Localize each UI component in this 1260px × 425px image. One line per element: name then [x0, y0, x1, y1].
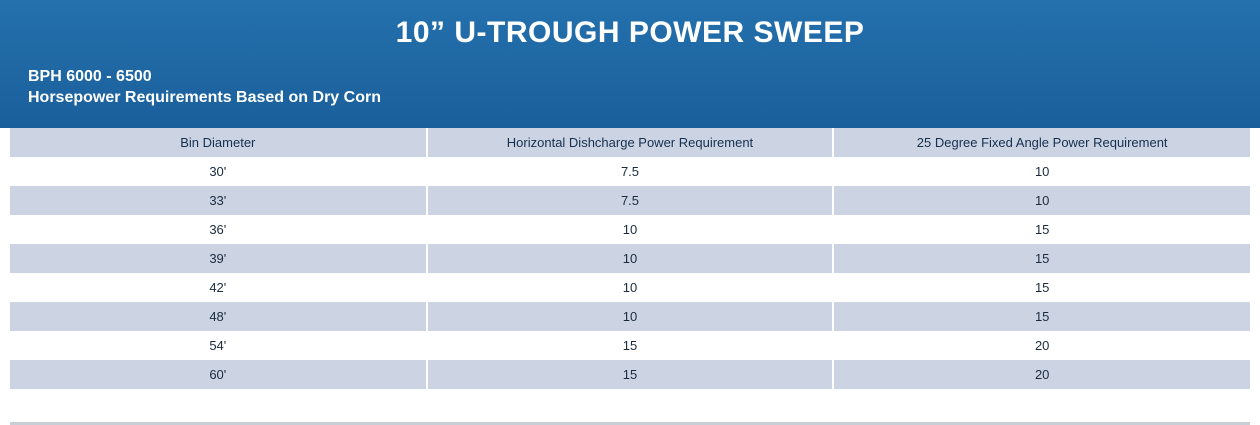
table-header [10, 128, 1250, 157]
cell-fixed-angle: 10 [833, 186, 1250, 215]
cell-horizontal-discharge: 15 [427, 331, 834, 360]
cell-bin-diameter: 60' [10, 360, 427, 389]
table-row [10, 186, 1250, 215]
table-row [10, 273, 1250, 302]
power-requirement-table [10, 128, 1250, 389]
table-row [10, 157, 1250, 186]
column-header-horizontal-discharge: Horizontal Dishcharge Power Requirement [427, 128, 834, 157]
cell-horizontal-discharge: 10 [427, 215, 834, 244]
cell-horizontal-discharge: 10 [427, 244, 834, 273]
table-container [0, 128, 1260, 422]
table-row [10, 360, 1250, 389]
cell-fixed-angle: 15 [833, 273, 1250, 302]
cell-bin-diameter: 54' [10, 331, 427, 360]
page-title: 10” U-TROUGH POWER SWEEP [395, 16, 865, 49]
cell-bin-diameter: 39' [10, 244, 427, 273]
cell-fixed-angle: 15 [833, 244, 1250, 273]
table-row [10, 331, 1250, 360]
table-row [10, 215, 1250, 244]
table-row [10, 244, 1250, 273]
card-header [0, 0, 1260, 128]
column-header-bin-diameter: Bin Diameter [10, 128, 427, 157]
cell-horizontal-discharge: 10 [427, 302, 834, 331]
cell-bin-diameter: 30' [10, 157, 427, 186]
table-header-row [10, 128, 1250, 157]
cell-fixed-angle: 10 [833, 157, 1250, 186]
header-subtitle-model: BPH 6000 - 6500 [28, 68, 152, 85]
cell-fixed-angle: 15 [833, 302, 1250, 331]
cell-horizontal-discharge: 10 [427, 273, 834, 302]
cell-horizontal-discharge: 15 [427, 360, 834, 389]
cell-bin-diameter: 48' [10, 302, 427, 331]
table-body [10, 157, 1250, 389]
cell-horizontal-discharge: 7.5 [427, 157, 834, 186]
cell-bin-diameter: 42' [10, 273, 427, 302]
cell-fixed-angle: 20 [833, 331, 1250, 360]
cell-bin-diameter: 33' [10, 186, 427, 215]
header-subtitle-description: Horsepower Requirements Based on Dry Corn [28, 89, 381, 106]
cell-fixed-angle: 15 [833, 215, 1250, 244]
cell-bin-diameter: 36' [10, 215, 427, 244]
cell-fixed-angle: 20 [833, 360, 1250, 389]
table-row [10, 302, 1250, 331]
cell-horizontal-discharge: 7.5 [427, 186, 834, 215]
column-header-fixed-angle: 25 Degree Fixed Angle Power Requirement [833, 128, 1250, 157]
